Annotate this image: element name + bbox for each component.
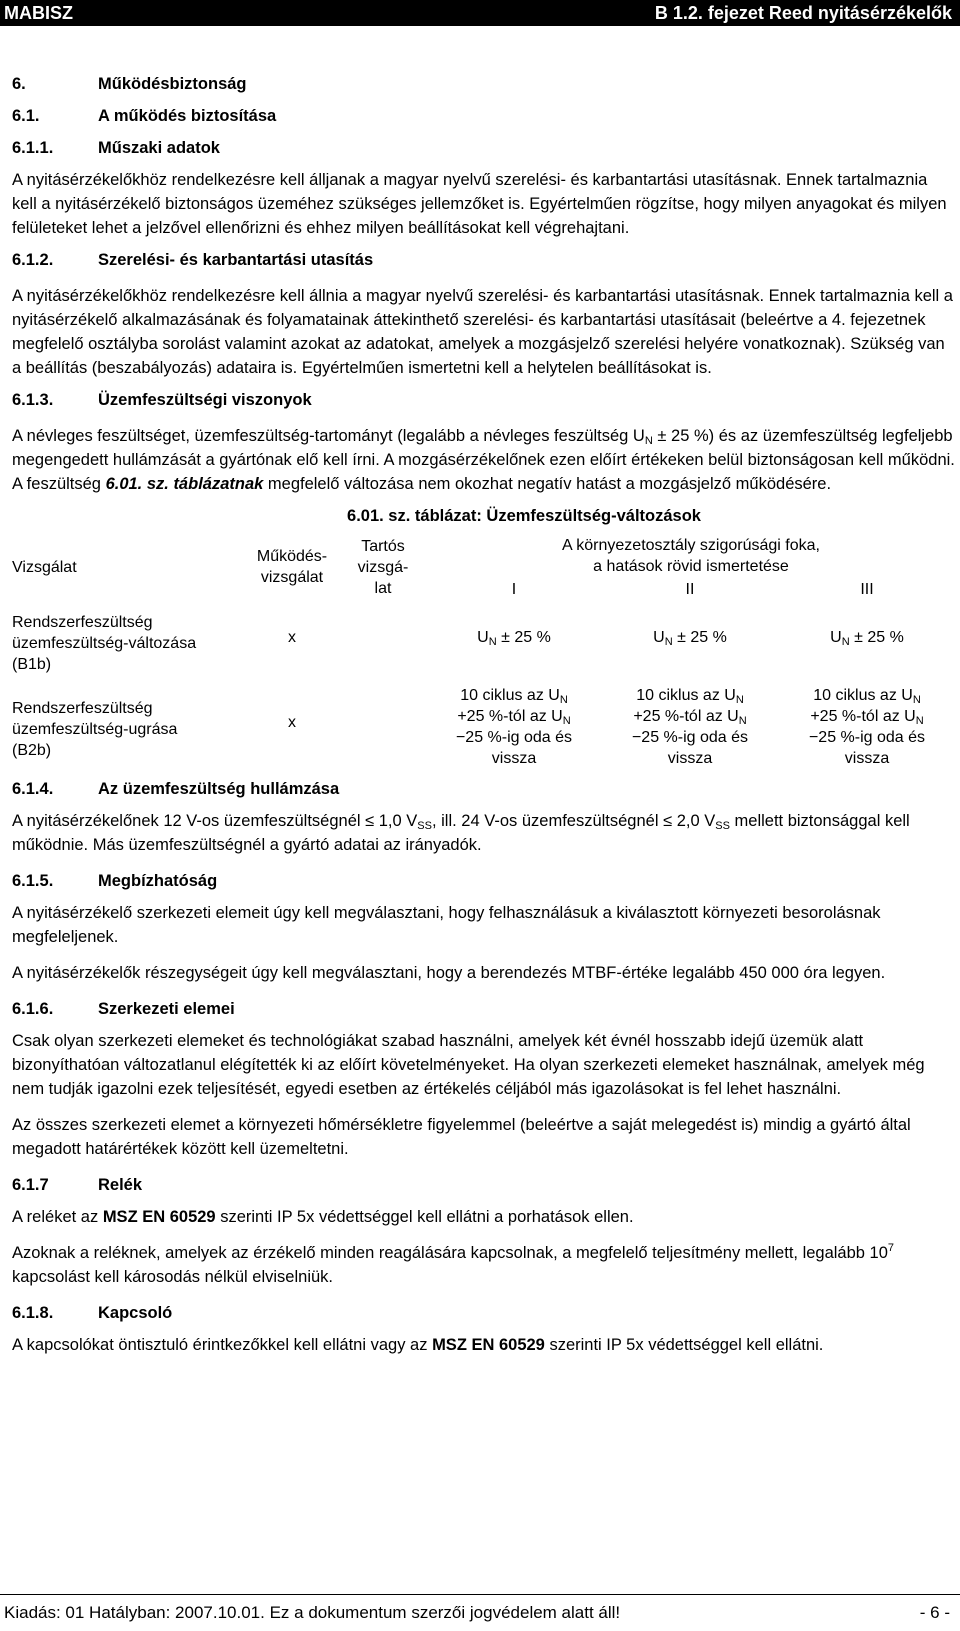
text-run: szerinti IP 5x védettséggel kell ellátni. [544,1336,824,1354]
text-run: +25 %-tól az U [810,708,916,725]
table-caption: 6.01. sz. táblázat: Üzemfeszültség-változások [347,507,701,525]
section-heading-6-1-4 [12,777,956,801]
section-number: 6.1.4. [12,780,54,798]
section-number: 6.1. [12,107,40,125]
row-cell [602,600,778,675]
row-mukodes: x [288,629,296,646]
paragraph [12,1205,956,1229]
row-tartos [340,675,426,769]
row-cell [602,675,778,769]
section-number: 6.1.7 [12,1176,49,1194]
row-cell [426,600,602,675]
text-run: 10 ciklus az U [636,687,736,704]
text-run: −25 %-ig oda és [631,729,749,746]
section-heading-6-1-1 [12,136,956,160]
subscript: N [912,694,921,706]
header-class-iii: III [860,580,874,598]
section-number: 6.1.6. [12,1000,54,1018]
text-run: ± 25 %) és az üzemfeszültség legfeljebb megengedett hullámzását a gyártónak elő kell írni. A mozgásérzékelőnek ezen előírt értékeken belül biztonságosan kell működni. A feszültség [12,427,955,493]
text-run: 10 ciklus az U [813,687,913,704]
header-tartos: Tartós vizsgá- lat [357,537,409,597]
table-row [12,675,956,769]
text-run: vissza [844,750,890,767]
subscript: SS [417,820,432,832]
text-run: A reléket az [12,1208,103,1226]
text-run: A névleges feszültséget, üzemfeszültség-tartományt (legalább a névleges feszültség U [12,427,645,445]
text-run: megfelelő változása nem okozhat negatív hatást a mozgásjelző működésére. [263,475,832,493]
section-title: Megbízhatóság [98,872,218,890]
standard-reference: MSZ EN 60529 [102,1208,216,1226]
section-heading-6-1-5 [12,869,956,893]
subscript: N [841,636,850,648]
section-number: 6. [12,75,26,93]
section-title: Szerkezeti elemei [98,1000,235,1018]
row-cell [778,600,956,675]
row-label: Rendszerfeszültség üzemfeszültség-ugrása (B2b) [12,699,178,759]
row-cell [426,675,602,769]
text-run: U [653,629,665,646]
subscript: N [559,694,568,706]
voltage-table [12,534,956,769]
subscript: N [915,715,924,727]
text-run: vissza [667,750,713,767]
text-run: A nyitásérzékelőnek 12 V-os üzemfeszültségnél ≤ 1,0 V [12,812,418,830]
paragraph [12,424,956,496]
section-heading-6-1-6 [12,997,956,1021]
text-run: ± 25 % [496,629,551,646]
section-title: Működésbiztonság [98,75,247,93]
paragraph: A nyitásérzékelőkhöz rendelkezésre kell álljanak a magyar nyelvű szerelési- és karbantartási utasításnak. Ennek tartalmaznia kell a nyitásérzékelő biztonságos üzeméhez szükséges jellemzőket is. Egyértelműen rögzítse, hogy milyen anyagokat és milyen felületeket lehet a jelzővel ellenőrizni és ehhez milyen beállításokat kell végrehajtani. [12,171,947,237]
document-body [12,72,956,1357]
subscript: SS [715,820,730,832]
header-class-i: I [511,580,517,598]
table-reference: 6.01. sz. táblázatnak [105,475,264,493]
paragraph: Az összes szerkezeti elemet a környezeti hőmérsékletre figyelemmel (beleértve a saját melegedést is) mindig a gyártó által megadott határértékek között kell üzemeltetni. [12,1116,911,1158]
section-title: Szerelési- és karbantartási utasítás [98,251,374,269]
text-run: vissza [491,750,537,767]
section-title: Kapcsoló [98,1304,173,1322]
table-row [12,600,956,675]
page-number: - 6 - [919,1603,950,1622]
paragraph: A nyitásérzékelők részegységeit úgy kell megválasztani, hogy a berendezés MTBF-értéke legalább 450 000 óra legyen. [12,964,886,982]
paragraph [12,1333,956,1357]
section-title: Az üzemfeszültség hullámzása [98,780,340,798]
paragraph [12,1241,956,1289]
header-chapter: B 1.2. fejezet Reed nyitásérzékelők [654,3,952,23]
subscript: N [738,715,747,727]
page-header [0,0,960,26]
text-run: kapcsolást kell károsodás nélkül elviselniük. [12,1268,333,1286]
subscript: N [664,636,673,648]
text-run: , ill. 24 V-os üzemfeszültségnél ≤ 2,0 V [431,812,716,830]
header-vizsgalat: Vizsgálat [12,558,77,576]
section-title: Üzemfeszültségi viszonyok [98,391,312,409]
text-run: U [830,629,842,646]
subscript: N [488,636,497,648]
section-number: 6.1.5. [12,872,54,890]
section-heading-6-1-8 [12,1301,956,1325]
header-env-class: A környezetosztály szigorúsági foka, a hatások rövid ismertetése [562,537,820,575]
text-run: −25 %-ig oda és [455,729,573,746]
row-cell [778,675,956,769]
section-heading-6-1-3 [12,388,956,412]
section-title: Műszaki adatok [98,139,220,157]
header-class-ii: II [685,580,695,598]
row-mukodes: x [288,713,296,731]
text-run: szerinti IP 5x védettséggel kell ellátni a porhatások ellen. [215,1208,634,1226]
subscript: N [562,715,571,727]
header-mukodes: Működés- vizsgálat [256,548,328,586]
text-run: +25 %-tól az U [633,708,739,725]
text-run: A kapcsolókat öntisztuló érintkezőkkel kell ellátni vagy az [12,1336,433,1354]
section-heading-6 [12,72,956,96]
text-run: U [477,629,489,646]
section-number: 6.1.2. [12,251,54,269]
standard-reference: MSZ EN 60529 [432,1336,545,1354]
section-number: 6.1.8. [12,1304,54,1322]
section-number: 6.1.3. [12,391,54,409]
section-title: Relék [98,1176,143,1194]
paragraph [12,809,956,857]
text-run: −25 %-ig oda és [808,729,926,746]
superscript: 7 [887,1242,895,1254]
text-run: ± 25 % [849,629,904,646]
text-run: mellett biztonsággal kell működnie. Más üzemfeszültségnél a gyártó adatai az irányadók. [12,812,910,854]
row-label: Rendszerfeszültség üzemfeszültség-változása (B1b) [12,614,197,673]
text-run: Azoknak a reléknek, amelyek az érzékelő minden reagálására kapcsolnak, a megfelelő teljesítmény mellett, legalább 10 [12,1244,888,1262]
section-title: A működés biztosítása [98,107,277,125]
subscript: N [735,694,744,706]
paragraph: Csak olyan szerkezeti elemeket és technológiákat szabad használni, amelyek két évnél hosszabb idejű üzemük alatt bizonyíthatóan változatlanul elégítették ki az előírt követelményeket. Ha olyan szerkezeti elemeket használnak, amelyek még nem tudják igazolni ezek teljesítését, egyedi esetben az értékelés céljából más igazolásokat is fel lehet használni. [12,1032,925,1098]
paragraph: A nyitásérzékelőkhöz rendelkezésre kell állnia a magyar nyelvű szerelési- és karbantartási utasításnak. Ennek tartalmaznia kell a nyitásérzékelő alkalmazásának és folyamatainak áttekinthető szerelési- és karbantartási utasításait (beleértve a 4. fejezetnek megfelelő osztályba sorolást valamint azokat az adatokat, amelyek a mozgásjelző szerelési helyére vonatkoznak). Szükség van a beállítás (beszabályozás) adataira is. Egyértelműen ismertetni kell a helytelen beállításokat is. [12,287,953,377]
header-org: MABISZ [4,3,73,23]
section-heading-6-1-2 [12,248,956,272]
section-number: 6.1.1. [12,139,54,157]
footer-notice: Kiadás: 01 Hatályban: 2007.10.01. Ez a dokumentum szerzői jogvédelem alatt áll! [4,1603,621,1622]
section-heading-6-1-7 [12,1173,956,1197]
text-run: ± 25 % [672,629,727,646]
text-run: +25 %-tól az U [457,708,563,725]
text-run: 10 ciklus az U [460,687,560,704]
page-footer [0,1594,960,1631]
subscript: N [644,435,653,447]
section-heading-6-1 [12,104,956,128]
row-tartos [340,600,426,675]
paragraph: A nyitásérzékelő szerkezeti elemeit úgy kell megválasztani, hogy felhasználásuk a kiválasztott környezeti besorolásnak megfeleljenek. [12,904,881,946]
